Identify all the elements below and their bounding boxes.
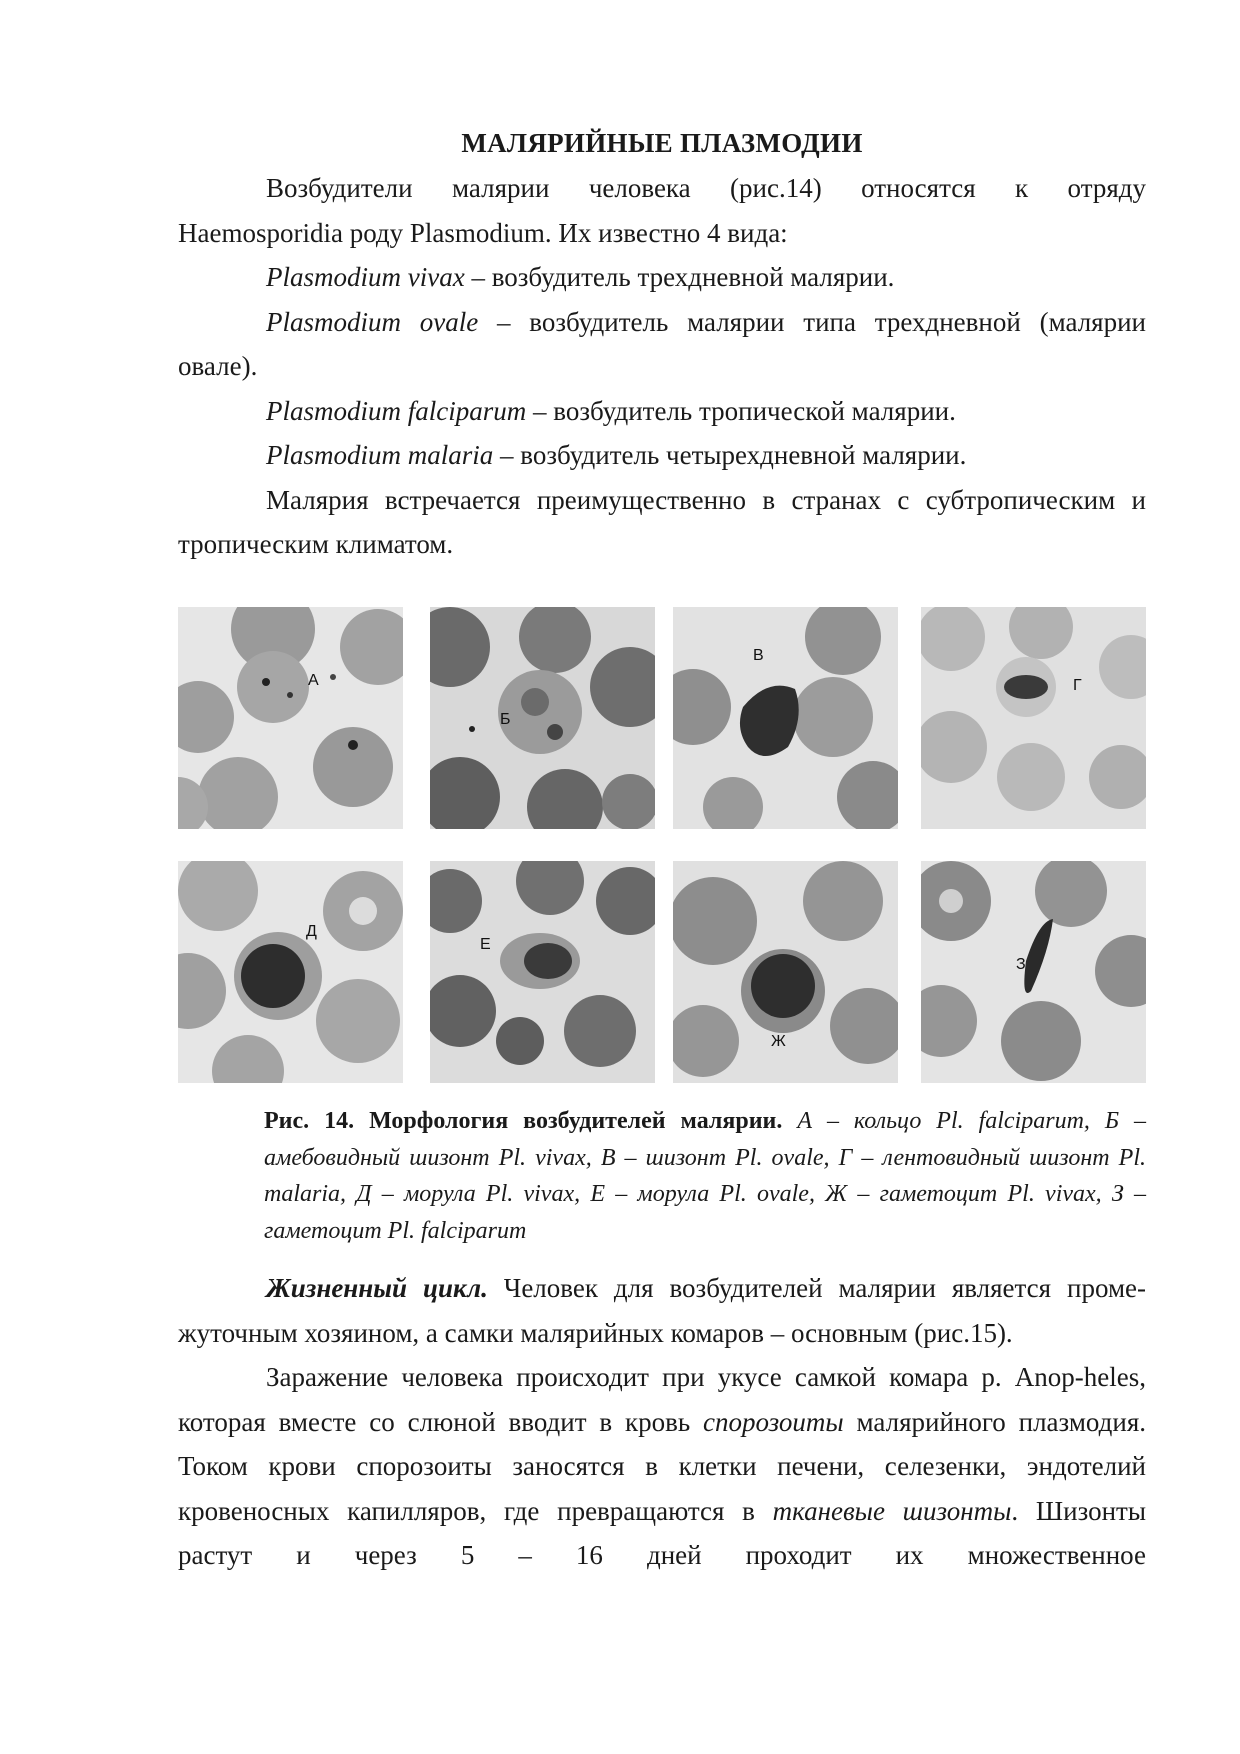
- life-cycle-text: Человек для возбудителей малярии является проме-жуточным хозяином, а самки малярийных комаров – основным (рис.15).: [178, 1273, 1146, 1348]
- caption-title: Рис. 14. Морфология возбудителей малярии.: [264, 1108, 783, 1134]
- species-desc: – возбудитель малярии типа трехдневной (малярии овале).: [178, 306, 1146, 381]
- micrograph-panel: [673, 861, 898, 1083]
- species-name: Plasmodium vivax: [266, 262, 465, 292]
- life-cycle-heading: Жизненный цикл.: [266, 1273, 488, 1303]
- page-title: МАЛЯРИЙНЫЕ ПЛАЗМОДИИ: [461, 128, 863, 158]
- panel-label: З: [1016, 956, 1026, 973]
- micrograph-panel: [178, 607, 403, 829]
- life-cycle-paragraph-1: [178, 1266, 1146, 1355]
- blood-smear-image: [430, 861, 655, 1083]
- panel-label: Е: [480, 936, 491, 953]
- term-tissue-schizonts: тканевые шизонты: [772, 1495, 1012, 1526]
- species-item: [178, 389, 1146, 434]
- figure-caption: [264, 1103, 1146, 1249]
- intro-line-1: Возбудители малярии человека (рис.14) относятся к отряду: [266, 173, 1146, 203]
- species-name: Plasmodium malaria: [266, 440, 494, 470]
- intro-line-2: Haemosporidia роду Plasmodium. Их известно 4 вида:: [178, 217, 788, 248]
- panel-label: Г: [1073, 677, 1082, 694]
- blood-smear-image: [921, 861, 1146, 1083]
- blood-smear-image: [673, 607, 898, 829]
- species-item: [178, 255, 1146, 300]
- panel-label: Ж: [771, 1033, 786, 1050]
- species-name: Plasmodium ovale: [266, 306, 479, 337]
- term-sporozoites: спорозоиты: [703, 1406, 844, 1437]
- distribution-paragraph: Малярия встречается преимущественно в странах с субтропическим и тропическим климатом.: [178, 484, 1146, 559]
- micrograph-panel: [178, 861, 403, 1083]
- species-desc: – возбудитель четырехдневной малярии.: [493, 440, 967, 470]
- species-desc: – возбудитель тропической малярии.: [526, 395, 956, 426]
- species-item: [178, 300, 1146, 389]
- panel-label: В: [753, 647, 764, 664]
- species-desc: – возбудитель трехдневной малярии.: [464, 262, 895, 292]
- blood-smear-image: [430, 607, 655, 829]
- micrograph-panel: [921, 861, 1146, 1083]
- panel-label: А: [308, 672, 319, 689]
- species-item: [178, 433, 1146, 478]
- caption-paragraph: [264, 1103, 1146, 1249]
- micrograph-panel: [430, 607, 655, 829]
- panel-label: Б: [500, 711, 511, 728]
- blood-smear-image: [921, 607, 1146, 829]
- caption-text: А – кольцо Pl. falciparum, Б – амебовидный шизонт Pl. vivax, В – шизонт Pl. ovale, Г – лентовидный шизонт Pl. malaria, Д – морула Pl. vivax, Е – морула Pl. ovale, Ж – гаметоцит Pl. vivax, З – гаметоцит Pl. falciparum: [264, 1108, 1146, 1244]
- blood-smear-image: [178, 607, 403, 829]
- paragraph-text: Заражение человека происходит при укусе самкой комара р. Anop-heles, которая вместе со слюной вводит в кровь: [178, 1362, 1146, 1437]
- species-name: Plasmodium falciparum: [266, 395, 527, 426]
- panel-label: Д: [306, 923, 317, 940]
- micrograph-panel: [921, 607, 1146, 829]
- micrograph-panel: [430, 861, 655, 1083]
- micrograph-panel: [673, 607, 898, 829]
- intro-section: [178, 166, 1146, 567]
- life-cycle-section: [178, 1266, 1146, 1578]
- life-cycle-paragraph-2: [178, 1355, 1146, 1578]
- blood-smear-image: [178, 861, 403, 1083]
- figure-micrographs: [178, 607, 1146, 1097]
- paragraph-text: . Шизонты растут и через 5 – 16 дней проходит их множественное: [178, 1495, 1146, 1570]
- paragraph-text: малярийного плазмодия. Током крови спорозоиты заносятся в клетки печени, селезенки, эндотелий кровеносных капилляров, где превращаются в: [178, 1406, 1146, 1526]
